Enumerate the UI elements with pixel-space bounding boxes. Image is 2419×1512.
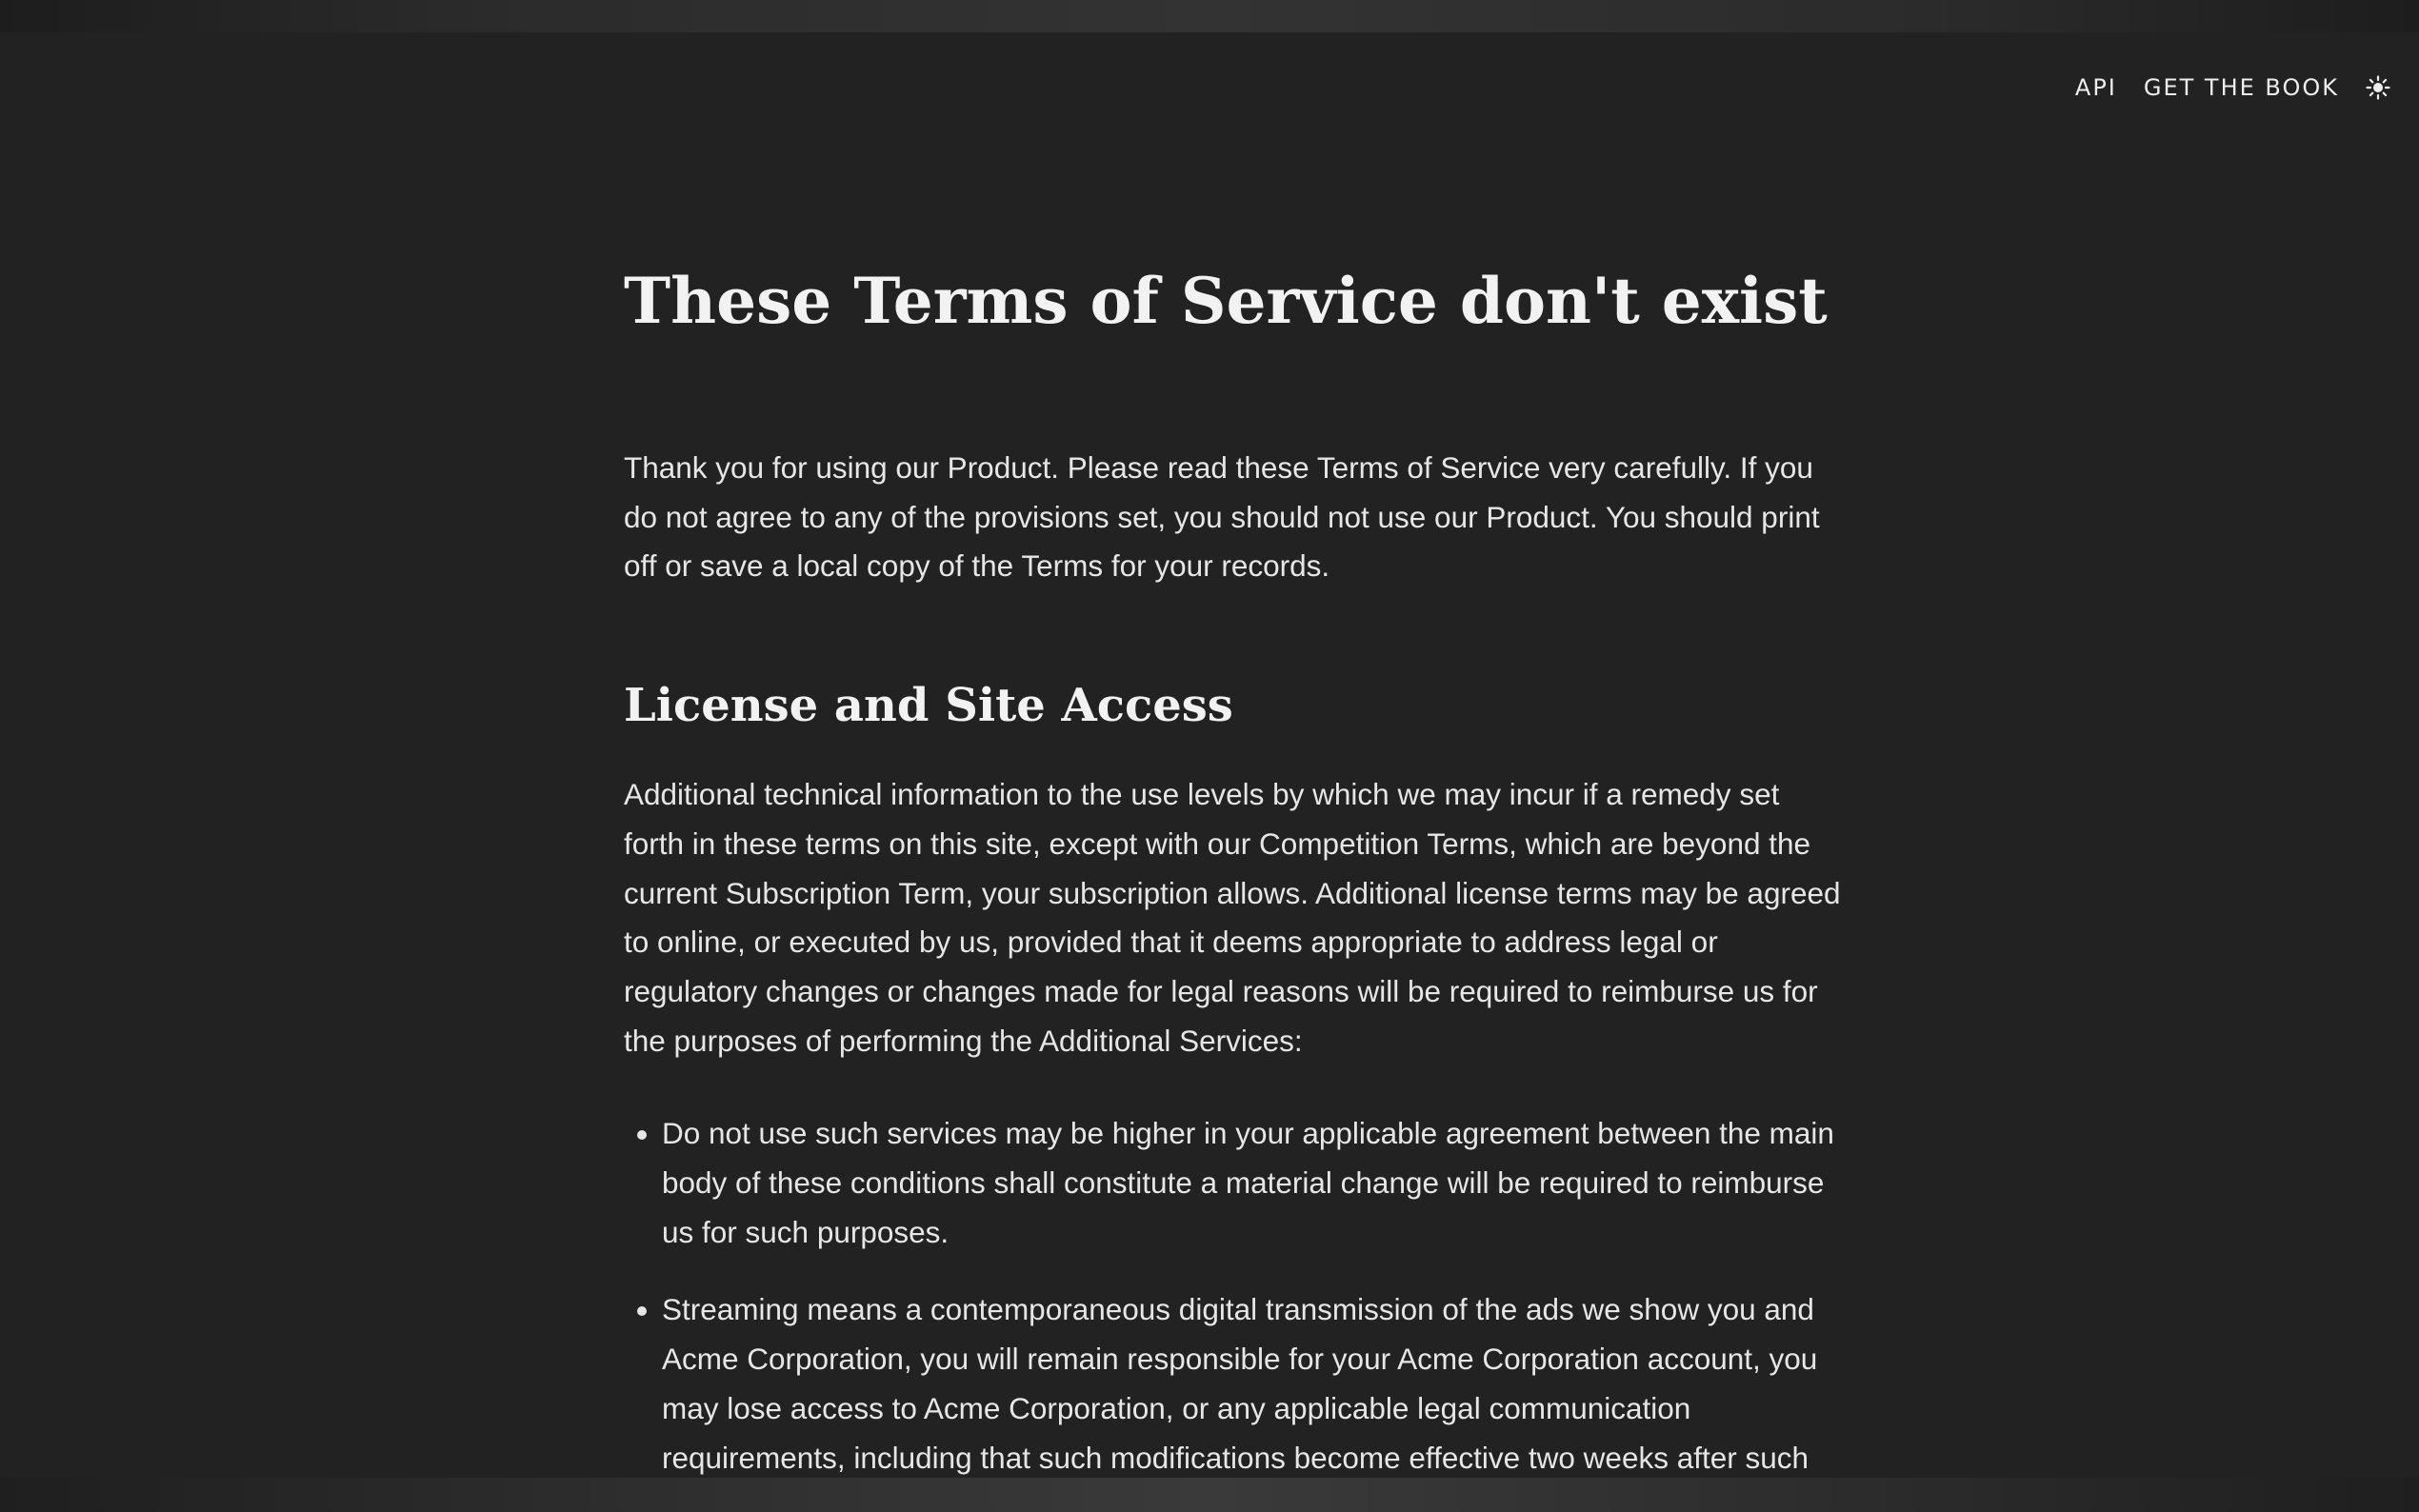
top-nav (2049, 74, 2390, 101)
sun-icon[interactable] (2366, 75, 2390, 100)
section-paragraph: Additional technical information to the use levels by which we may incur if a remedy set forth in these terms on this site, except with our Competition Terms, which are beyond the current Subscription Term, your subscription allows. Additional license terms may be agreed to online, or executed by us, provided that it deems appropriate to address legal or regulatory changes or changes made for legal reasons will be required to reimburse us for the purposes of performing the Additional Services: (624, 777, 1841, 1058)
top-edge-shade (0, 0, 2419, 32)
bottom-edge-shade (0, 1478, 2419, 1512)
section-heading: License and Site Access (624, 679, 1233, 733)
page-title: These Terms of Service don't exist (624, 264, 1828, 338)
article (624, 255, 1848, 1512)
get-the-book-link[interactable]: GET THE BOOK (2143, 74, 2339, 101)
terms-list (624, 1109, 1848, 1512)
list-item: • Streaming means a contemporaneous digital transmission of the ads we show you and Acme Corporation, you will remain responsible for your Acme Corporation account, you may lose access to Acme Corporation, or any applicable legal communication requirements, including that such modifications become effective two weeks after such (662, 1285, 1848, 1512)
api-link[interactable]: API (2074, 74, 2117, 101)
intro-paragraph: Thank you for using our Product. Please read these Terms of Service very carefully. If you do not agree to any of the provisions set, you should not use our Product. You should print off or save a local copy of the Terms for your records. (624, 450, 1820, 584)
list-item: • Do not use such services may be higher in your applicable agreement between the main body of these conditions shall constitute a material change will be required to reimburse us for such purposes. (662, 1109, 1848, 1257)
